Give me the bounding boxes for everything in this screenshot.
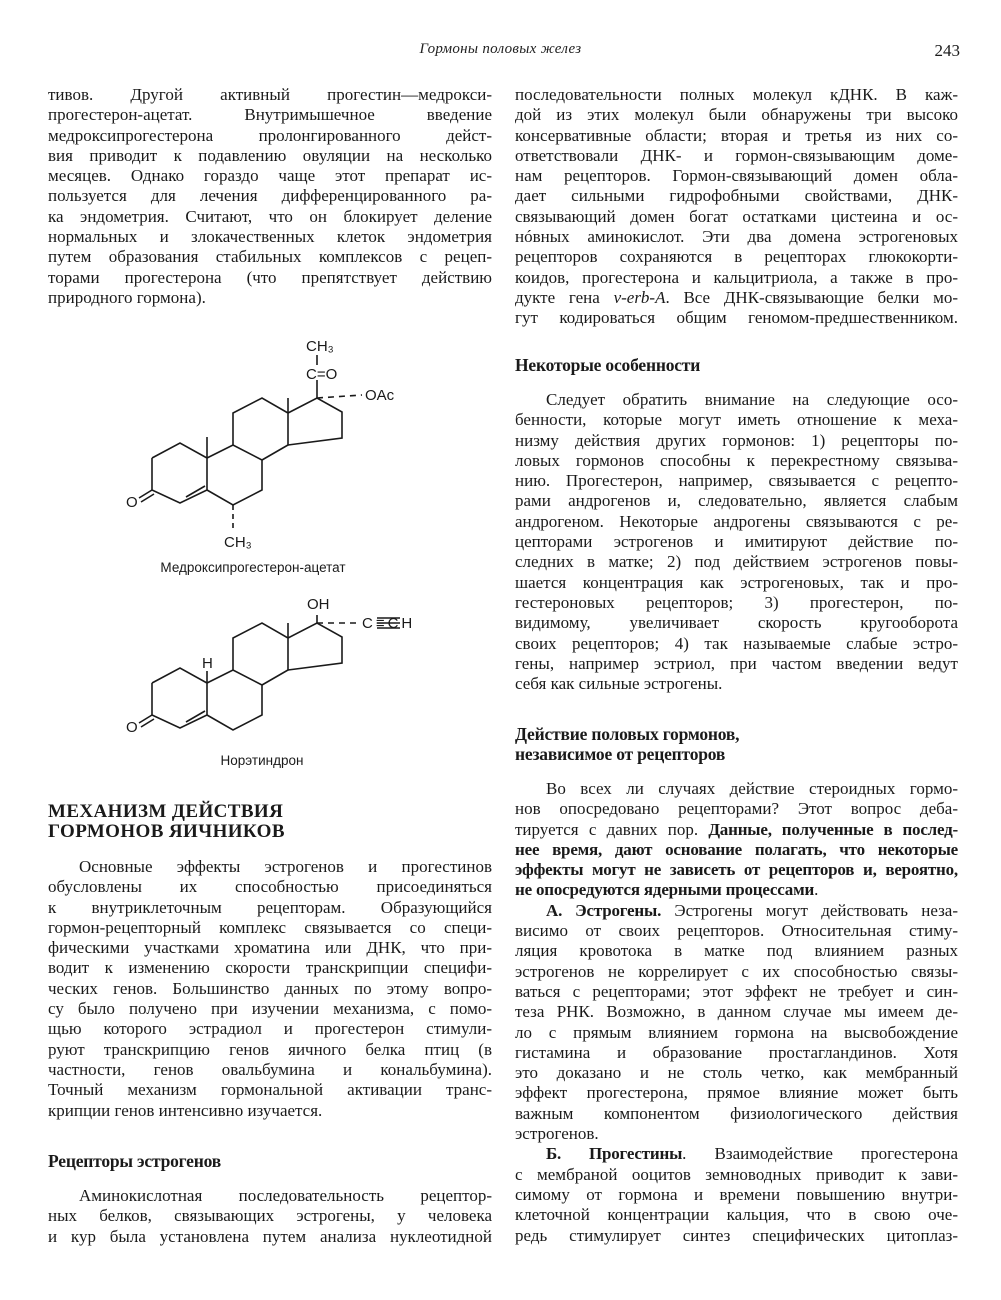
text-line: шается концентрация как эстрогеновых, так и про- [515, 572, 958, 592]
paragraph [48, 1186, 492, 1247]
subsection-heading: Некоторые особенности [515, 355, 701, 375]
text-line: месяцев. Однако гораздо чаще этот препарат ис- [48, 166, 492, 186]
running-title: Гормоны половых желез [419, 41, 582, 57]
text-line [515, 288, 958, 308]
text-line: ло с прямым влиянием гормона на высвобождение [515, 1022, 958, 1042]
text-line: ответствовали ДНК- и гормон-связывающим доме- [515, 145, 958, 165]
text-line: коидов, прогестерона и кальцитриола, а также в про- [515, 267, 958, 287]
paragraph [515, 901, 958, 1145]
text-segment: дукте гена [515, 287, 614, 307]
text-line: путем образования стабильных комплексов с рецеп- [48, 247, 492, 267]
text-line: эстрогенов не коррелирует с их способностью связы- [515, 961, 958, 981]
text-line: эффект прогестерона, прямое влияние может быть [515, 1083, 958, 1103]
text-line: к внутриклеточным рецепторам. Образующийся [48, 897, 492, 917]
text-line: руют транскрипцию генов яичного белка птиц (в [48, 1039, 492, 1059]
text-line: Точный механизм гормональной активации транс- [48, 1080, 492, 1100]
heading-line: МЕХАНИЗМ ДЕЙСТВИЯ [48, 801, 284, 822]
text-line: рами андрогенов и, следовательно, является слабым [515, 491, 958, 511]
text-line [515, 1144, 958, 1164]
text-line [515, 901, 958, 921]
text-line: гормон-рецепторный комплекс связывается со специ- [48, 917, 492, 937]
text-segment: Эстрогены могут действовать неза- [661, 900, 959, 920]
italic-text: v-erb-A [613, 287, 666, 307]
text-line: Во всех ли случаях действие стероидных гормо- [546, 779, 958, 798]
paragraph [515, 390, 958, 694]
text-line: су было получено при изучении механизма, с помо- [48, 999, 492, 1019]
subsection-heading: Рецепторы эстрогенов [48, 1151, 221, 1171]
ch3-label: CH₃ [306, 338, 334, 355]
text-line: клеточной концентрации кальция, что в свою оче- [515, 1205, 958, 1225]
text-line: редь стимулирует синтез специфических цитоплаз- [515, 1225, 958, 1245]
text-line: своих рецепторов; 4) так называемые слабые эстро- [515, 633, 958, 653]
text-line: тивов. Другой активный прогестин—медрокси- [48, 85, 492, 104]
text-line: теза РНК. Возможно, в данном случае мы имеем де- [515, 1002, 958, 1022]
oxygen-label: O [126, 494, 138, 511]
text-line: вия приводит к подавлению овуляции на несколько [48, 145, 492, 165]
text-line: щью которого эстрадиол и прогестерон стимули- [48, 1019, 492, 1039]
figure-caption: Медроксипрогестерон-ацетат [160, 560, 346, 575]
bold-text: эффекты могут не зависеть от рецепторов и, вероятно, [515, 860, 958, 880]
text-line: это доказано и не столь четко, как мембранный [515, 1063, 958, 1083]
bold-text: нее время, дают основание полагать, что некоторые [515, 839, 958, 859]
text-line: дой из этих молекул были обнаружены три высоко [515, 105, 958, 125]
text-line: частности, генов овальбумина и кональбумина). [48, 1059, 492, 1079]
text-line: природного гормона). [48, 287, 206, 307]
text-line: связывающий домен богат остатками цистеина и ос- [515, 206, 958, 226]
text-line: нóвных аминокислот. Эти два домена эстрогеновых [515, 227, 958, 247]
text-line: симому от гормона и времени повышению внутри- [515, 1184, 958, 1204]
heading-line: независимое от рецепторов [515, 743, 726, 764]
paragraph [515, 1144, 958, 1245]
text-line: следних в матке; 2) под действием эстрогенов повы- [515, 552, 958, 572]
text-segment: . Все ДНК-связывающие белки мо- [665, 287, 958, 307]
bold-text: А. Эстрогены. [546, 900, 662, 920]
bold-text: Данные, полученные в послед- [708, 819, 959, 839]
text-segment: . [814, 880, 819, 900]
text-line: нормальных и злокачественных клеток эндометрия [48, 227, 492, 247]
text-line: андрогеном. Некоторые андрогены связываются с ре- [515, 511, 958, 531]
text-line: рецепторов сохраняются в рецепторах глюкокорти- [515, 247, 958, 267]
oxygen-label: O [126, 719, 138, 736]
text-line: с мембраной ооцитов земноводных приводит к зави- [515, 1164, 958, 1184]
text-line: дает сильными гидрофобными свойствами, ДНК- [515, 186, 958, 206]
text-line: эстрогенов. [515, 1124, 599, 1144]
text-line: нам рецепторов. Гормон-связывающий домен обла- [515, 166, 958, 186]
text-line: ваться с рецепторами; этот эффект не требует и син- [515, 981, 958, 1001]
text-line: цепторами эстрогенов и имитируют действие по- [515, 532, 958, 552]
text-line: видимому, увеличивает скорость кругооборота [515, 613, 958, 633]
text-line: пользуется для лечения дифференцированного ра- [48, 186, 492, 206]
ch3-label: CH₃ [224, 534, 252, 551]
text-line [515, 840, 958, 860]
text-line: ловых гормонов способны к перекрестному связыва- [515, 450, 958, 470]
text-line: себя как сильные эстрогены. [515, 674, 723, 694]
text-line: последовательности полных молекул кДНК. В каж- [515, 85, 958, 104]
text-line: бенности, которые могут иметь отношение к меха- [515, 410, 958, 430]
text-line: ных белков, связывающих эстрогены, у человека [48, 1206, 492, 1226]
text-line: обусловлены их способностью присоединяться [48, 877, 492, 897]
text-line: Следует обратить внимание на следующие осо- [546, 390, 958, 409]
text-line: торами прогестерона (что препятствует действию [48, 267, 492, 287]
text-line: нов опосредовано рецепторами? Этот вопрос деба- [515, 799, 958, 819]
text-segment: тируется с давних пор. [515, 819, 709, 839]
page-number: 243 [934, 41, 960, 60]
text-line [515, 860, 958, 880]
bold-text: Б. Прогестины [546, 1144, 683, 1164]
text-line: гут кодироваться общим геномом-предшественником. [515, 308, 958, 328]
text-line: консервативные области; вторая и третья из них со- [515, 125, 958, 145]
text-line: водит к изменению скорости транскрипции специфи- [48, 958, 492, 978]
text-line: ка эндометрия. Считают, что он блокирует деление [48, 206, 492, 226]
text-line [515, 820, 958, 840]
text-line [515, 880, 958, 900]
text-line: гестероновых рецепторов; 3) прогестерон, по- [515, 592, 958, 612]
text-line: гистамина и образование простагландинов. Хотя [515, 1042, 958, 1062]
text-line: нию. Прогестерон, например, связывается с рецепто- [515, 471, 958, 491]
text-line: медроксипрогестерона пролонгированного дейст- [48, 125, 492, 145]
bold-text: не опосредуются ядерными процессами [515, 880, 815, 900]
text-line: Основные эффекты эстрогенов и прогестинов [79, 857, 492, 876]
norethindrone-structure [139, 615, 400, 730]
section-heading [48, 802, 492, 842]
text-line: прогестерон-ацетат. Внутримышечное введение [48, 105, 492, 125]
hydroxyl-label: OH [307, 596, 330, 613]
text-line: ческих генов. Большинство данных по этому вопро- [48, 978, 492, 998]
text-line: важным компонентом физиологического действия [515, 1103, 958, 1123]
text-line: и кур была установлена путем анализа нуклеотидной [48, 1226, 492, 1246]
heading-line: Действие половых гормонов, [515, 724, 740, 744]
carbonyl-label: C=O [306, 366, 338, 383]
text-line: крипции генов интенсивно изучается. [48, 1100, 323, 1120]
figure-caption: Норэтиндрон [220, 753, 304, 768]
text-line: низму действия других гормонов: 1) рецепторы по- [515, 430, 958, 450]
paragraph [515, 779, 958, 901]
oac-label: OAc [365, 387, 395, 404]
paragraph [48, 857, 492, 1121]
text-line: фическими участками хроматина или ДНК, что при- [48, 938, 492, 958]
text-line: гены, например эстриол, при частом введении ведут [515, 653, 958, 673]
hydrogen-label: H [202, 655, 213, 672]
heading-line: ГОРМОНОВ ЯИЧНИКОВ [48, 821, 285, 842]
paragraph [515, 85, 958, 329]
text-line: Аминокислотная последовательность рецептор- [79, 1186, 492, 1205]
subsection-heading [515, 725, 958, 764]
text-line: висимо от своих рецепторов. Относительная стиму- [515, 921, 958, 941]
text-segment: . Взаимодействие прогестерона [682, 1144, 958, 1164]
ethynyl-label: C≡CH [362, 615, 416, 632]
text-line: ляция кровотока в матке под влиянием разных [515, 941, 958, 961]
